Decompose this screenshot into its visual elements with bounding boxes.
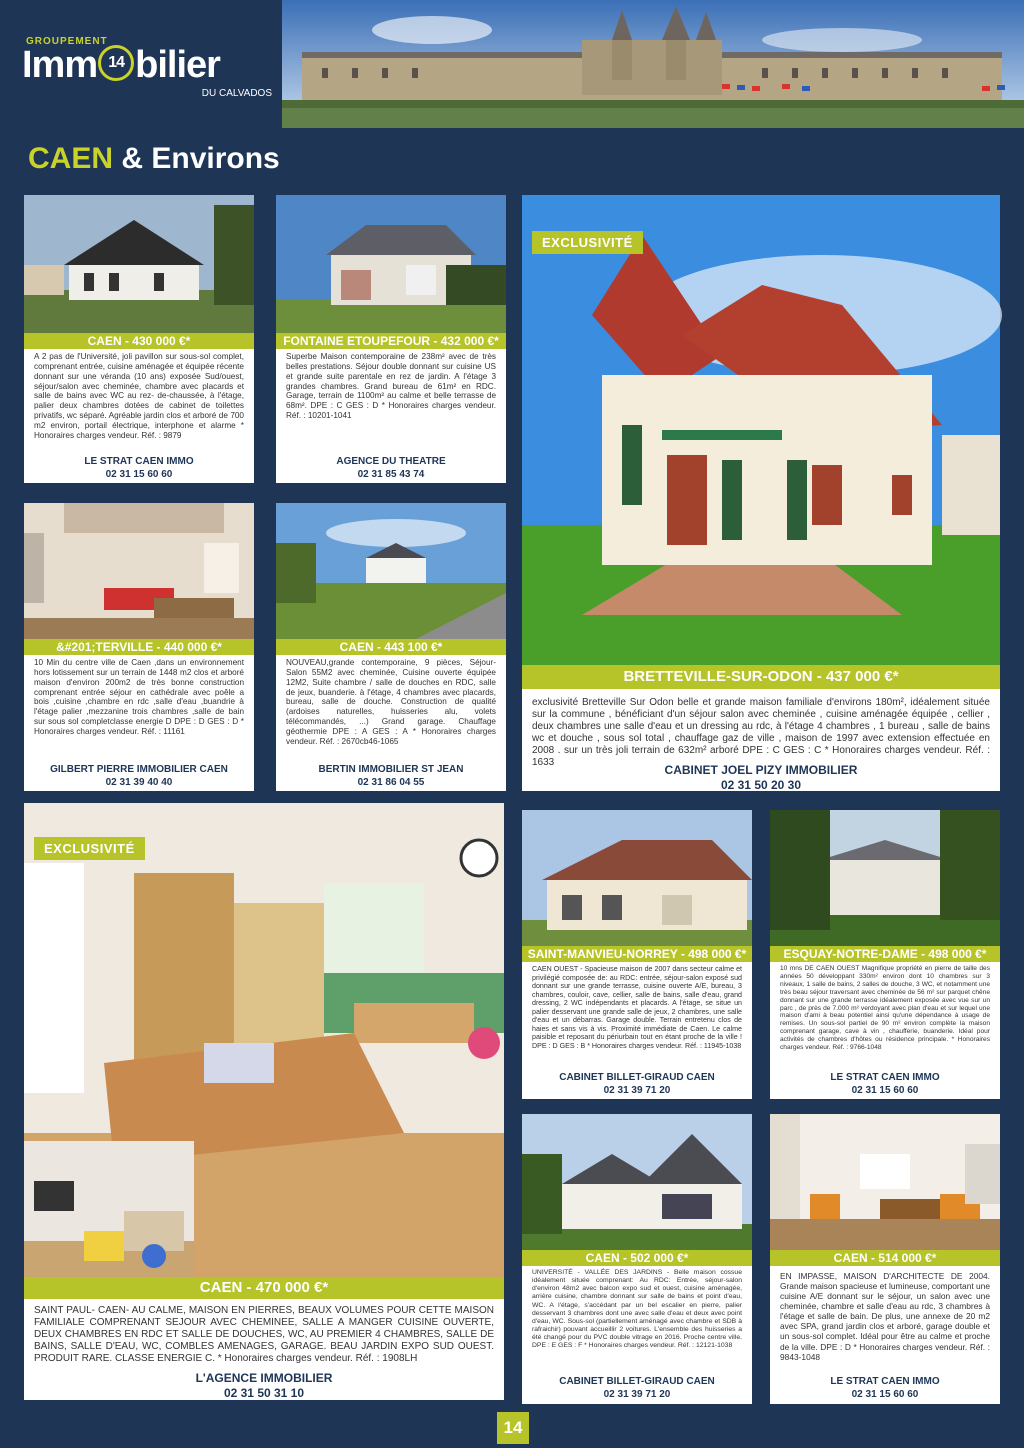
price-banner: CAEN - 502 000 €* [522, 1250, 752, 1266]
agency-block[interactable] [522, 1072, 752, 1097]
house-photo [276, 195, 506, 333]
page-title [28, 142, 280, 176]
agency-phone: 02 31 15 60 60 [105, 468, 173, 480]
listing-card[interactable] [24, 195, 254, 483]
agency-phone: 02 31 50 20 30 [720, 778, 802, 792]
agency-name: AGENCE DU THEATRE [336, 456, 446, 467]
agency-block[interactable] [770, 1376, 1000, 1401]
listing-description: UNIVERSITÉ - VALLÉE DES JARDINS - Belle maison cossue idéalement située comprenant: Au RDC: Entrée, séjour-salon d'environ 48m2 avec balcon expo sud et ouest, cuisine aménagée, arrière cuisine, chambre donnant sur salle de bains et point d'eau, WC. A l'étage, s'accédant par un bel escalier en pierre, palier desservant 3 chambres dont une avec salle d'eau et deux avec point d'eau, WC. Sous-sol (partiellement aménagé avec chambre et SDB à rafraichir) pouvant accueillir 2 voitures. L'ensemble des huisseries a été changé pour du PVC double vitrage en 2016. Proche centre ville. DPE : E GES : F * Honoraires charges vendeur. Réf. : 12121-1038 [532, 1269, 742, 1350]
price-banner: CAEN - 430 000 €* [24, 333, 254, 349]
price-banner: FONTAINE ETOUPEFOUR - 432 000 €* [276, 333, 506, 349]
house-photo [276, 503, 506, 639]
agency-block[interactable] [24, 1371, 504, 1401]
logo-left: Imm [22, 44, 98, 86]
listing-card[interactable] [522, 1114, 752, 1404]
agency-name: LE STRAT CAEN IMMO [830, 1072, 940, 1083]
agency-block[interactable] [24, 456, 254, 481]
page-number: 14 [497, 1412, 529, 1444]
agency-name: LE STRAT CAEN IMMO [84, 456, 194, 467]
agency-phone: 02 31 85 43 74 [357, 468, 425, 480]
listing-card[interactable] [770, 810, 1000, 1099]
abbey-banner-image [282, 0, 1024, 128]
kids-room-photo [24, 1141, 194, 1277]
house-photo [522, 195, 1000, 665]
agency-block[interactable] [522, 763, 1000, 793]
brand-logo [22, 36, 282, 106]
agency-phone: 02 31 15 60 60 [851, 1084, 919, 1096]
price-banner: CAEN - 514 000 €* [770, 1250, 1000, 1266]
house-photo [24, 195, 254, 333]
logo-right: bilier [135, 44, 220, 86]
listing-description: CAEN OUEST - Spacieuse maison de 2007 dans secteur calme et privilégié composée de: au RDC: entrée, séjour-salon exposé sud donnant sur une grande terrasse, cuisine ouverte A/E, bureau, 3 chambres, couloir, cave, cellier, salle de bains, salle d'eau, grand dressing, 2 WC indépendants et placards. A l'étage, se situe un palier desservant une grande salle de jeux, 2 chambres, une salle d'eau et un débarras. Garage double. Terrain entretenu clos de haies et sans vis à vis. Proximité immédiate de Caen. Le calme paisible et reposant du périurbain tout en étant proche de la ville ! DPE : D GES : B * Honoraires charges vendeur. Réf. : 11945-1038 [532, 965, 742, 1050]
agency-name: CABINET JOEL PIZY IMMOBILIER [664, 763, 858, 777]
price-banner: CAEN - 470 000 €* [24, 1277, 504, 1299]
listing-card[interactable] [770, 1114, 1000, 1404]
listing-card[interactable] [24, 503, 254, 791]
agency-name: GILBERT PIERRE IMMOBILIER CAEN [50, 764, 228, 775]
featured-listing-card[interactable] [24, 803, 504, 1400]
agency-phone: 02 31 50 31 10 [223, 1386, 305, 1400]
house-photo [522, 810, 752, 946]
agency-name: LE STRAT CAEN IMMO [830, 1376, 940, 1387]
logo-main-text [22, 44, 220, 87]
house-photo [24, 503, 254, 639]
agency-phone: 02 31 86 04 55 [357, 776, 425, 788]
price-banner: SAINT-MANVIEU-NORREY - 498 000 €* [522, 946, 752, 962]
agency-block[interactable] [522, 1376, 752, 1401]
agency-phone: 02 31 39 71 20 [603, 1084, 671, 1096]
agency-name: CABINET BILLET-GIRAUD CAEN [559, 1072, 715, 1083]
exclusivity-badge: EXCLUSIVITÉ [34, 837, 145, 860]
listing-description: 10 mns DE CAEN OUEST Magnifique propriété en pierre de taille des années 50 développant 330m² environ dont 10 chambres sur 3 niveaux, 1 salle de bains, 2 salles de douche, 3 WC, et notamment une très beau séjour traversant avec cheminée de 56 m² sur parquet chêne donnant sur une grande terrasse idéalement exposée avec vue sur un parc , de près de 7.000 m² verdoyant avec plan d'eau et sur lequel une maison d'ami à beau potentiel ainsi qu'une dépendance à usage de remises. Un sous-sol partiel de 90 m² environ complète la maison comprenant garage, cave à vin , chaufferie, buanderie. Idéal pour activités de chambres d'hôtes ou résidence principale. * Honoraires charges vendeur. Réf. : 9766-1048 [780, 965, 990, 1052]
agency-phone: 02 31 39 71 20 [603, 1388, 671, 1400]
agency-phone: 02 31 39 40 40 [105, 776, 173, 788]
agency-phone: 02 31 15 60 60 [851, 1388, 919, 1400]
featured-listing-card[interactable] [522, 195, 1000, 791]
listing-card[interactable] [276, 503, 506, 791]
price-banner: &#201;TERVILLE - 440 000 €* [24, 639, 254, 655]
logo-top-text: GROUPEMENT [26, 36, 108, 47]
agency-name: CABINET BILLET-GIRAUD CAEN [559, 1376, 715, 1387]
listing-description: A 2 pas de l'Université, joli pavillon sur sous-sol complet, comprenant entrée, cuisine aménagée et équipée récente donnant sur une véranda (10 ans) exposée Sud/ouest, séjour/salon avec cheminée, chambre avec placards et salle de bains avec WC au rez- de-chaussée, à l'étage, palier deux chambres dotées de cabinet de toilettes privatifs, wc séparé. Agréable jardin clos et arboré de 700 m2 environ, portail électrique, interphone et alarme * Honoraires charges vendeur. Réf. : 9879 [34, 352, 244, 440]
price-banner: CAEN - 443 100 €* [276, 639, 506, 655]
listing-description: NOUVEAU,grande contemporaine, 9 pièces, Séjour-Salon 55M2 avec cheminée, Cuisine ouverte équipée 12M2, Suite chambre / salle de douches en RDC, salle de jeux, buanderie. à l'étage, 4 chambres avec placards, bureau, salle de douche. Construction de qualité (ardoises naturelles, huisseries alu, volets télécommandés, ...) Grand garage. Chauffage géothermie DPE : A GES : A * Honoraires charges vendeur. Réf. : 2670cb46-1065 [286, 658, 496, 746]
price-banner: ESQUAY-NOTRE-DAME - 498 000 €* [770, 946, 1000, 962]
agency-block[interactable] [276, 764, 506, 789]
listing-description: SAINT PAUL- CAEN- AU CALME, MAISON EN PIERRES, BEAUX VOLUMES POUR CETTE MAISON FAMILIALE COMPRENANT SEJOUR AVEC CHEMINEE, SALLE A MANGER CUISINE OUVERTE, DEUX CHAMBRES EN RDC ET SALLE DE DOUCHES, WC, AU PREMIER 4 CHAMBRES, SALLE DE BAINS, SALLE D'EAU, WC, COMBLES AMENAGES, GARAGE. BEAU JARDIN EXPO SUD OUEST. PRODUIT RARE. CLASSE ENERGIE C. * Honoraires charges vendeur. Réf. : 1908LH [34, 1305, 494, 1364]
price-banner: BRETTEVILLE-SUR-ODON - 437 000 €* [522, 665, 1000, 689]
logo-sub-text: DU CALVADOS [201, 88, 272, 99]
house-photo [522, 1114, 752, 1250]
title-rest: & Environs [121, 142, 280, 175]
listing-card[interactable] [276, 195, 506, 483]
agency-block[interactable] [276, 456, 506, 481]
agency-block[interactable] [24, 764, 254, 789]
agency-name: L'AGENCE IMMOBILIER [195, 1371, 333, 1385]
logo-circle: 14 [98, 45, 134, 81]
listing-description: exclusivité Bretteville Sur Odon belle et grande maison familiale d'environs 180m², idéalement située sur la commune , bénéficiant d'un séjour salon avec cheminée , cuisine aménagée équipée , cellier , deux chambres une salle d'eau et un dressing au rdc, à l'étage 4 chambres , 1 bureau , salle de bains wc et douche , sous sol total , chauffage gaz de ville , maison de 1997 avec extension effectuée en 2008 . sur un très joli terrain de 632m² arboré DPE : C GES : C * Honoraires charges vendeur. Réf. : 1633 [532, 697, 990, 768]
listing-description: EN IMPASSE, MAISON D'ARCHITECTE DE 2004. Grande maison spacieuse et lumineuse, comportant une cuisine A/E donnant sur le séjour, un salon avec une cheminée, chambre et salle d'eau au rdc, 3 chambres à l'étage et salle de bain. De plus, une annexe de 20 m2 avec SPA, grand jardin clos et arboré, garage double et un sous-sol complet. Idéal pour être au calme et proche de la ville. DPE : D * Honoraires charges vendeur. Réf. : 9843-1048 [780, 1271, 990, 1362]
listing-card[interactable] [522, 810, 752, 1099]
interior-photo [770, 1114, 1000, 1250]
listing-description: Superbe Maison contemporaine de 238m² avec de très belles prestations. Séjour double donnant sur cuisine US et grande suite parentale en rez de jardin. A l'étage 3 grandes chambres. Grand bureau de 61m² en RDC. Garage, terrain de 1100m² au calme et belle terrasse de 68m². DPE : C GES : D * Honoraires charges vendeur. Réf. : 10201-1041 [286, 352, 496, 421]
house-photo [770, 810, 1000, 946]
agency-name: BERTIN IMMOBILIER ST JEAN [318, 764, 464, 775]
agency-block[interactable] [770, 1072, 1000, 1097]
page-header [0, 0, 1024, 128]
title-accent: CAEN [28, 142, 114, 175]
exclusivity-badge: EXCLUSIVITÉ [532, 231, 643, 254]
listing-description: 10 Min du centre ville de Caen ,dans un environnement hors lotissement sur un terrain de 1448 m2 clos et arboré maison d'environ 200m2 de très bonne construction comprenant entrée séjour en cathédrale avec poêle a bois ,cuisine ,chambre en rdc ,salle d'eau ,buandrie à l'étage palier ,mezzanine trois chambres ,salle de bain sur sous sol completclasse energie D DPE : D GES : D * Honoraires charges vendeur. Réf. : 11161 [34, 658, 244, 736]
